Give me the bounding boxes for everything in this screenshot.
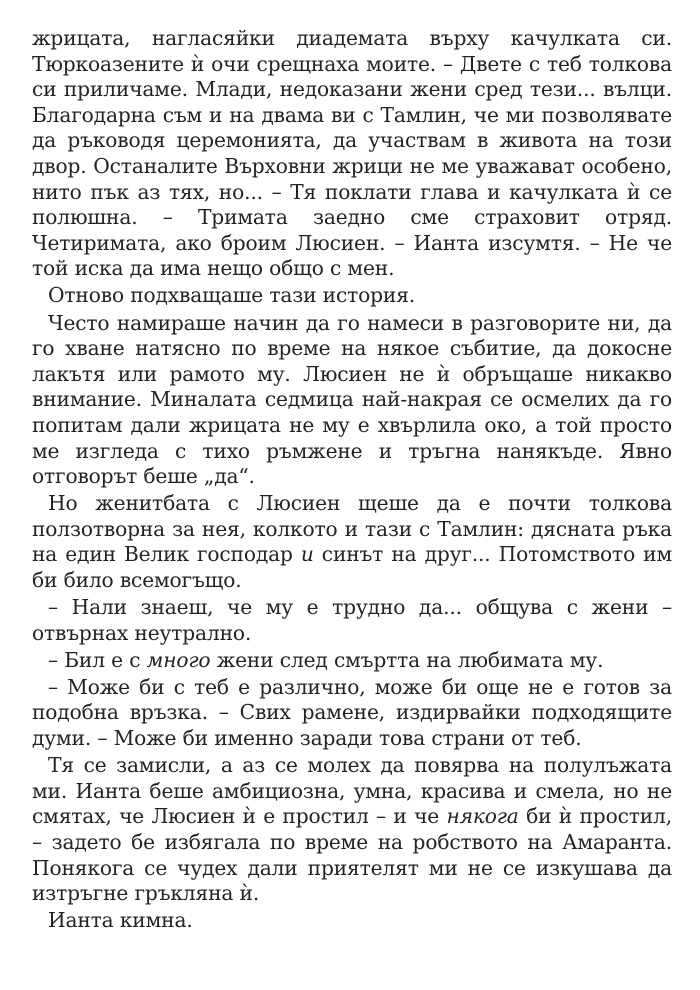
paragraph-text: – Бил е с	[48, 647, 147, 672]
paragraph	[32, 648, 672, 674]
paragraph-text: – Нали знаеш, че му е трудно да... общува с жени – отвърнах неутрално.	[32, 595, 672, 645]
paragraph	[32, 595, 672, 646]
paragraph-text: жрицата, нагласяйки диадемата върху качулката си. Тюркоазените ѝ очи срещнаха моите. – Двете с теб толкова си приличаме. Млади, недоказани жени сред тези... вълци. Благодарна съм и на двама ви с Тамлин, че ми позволявате да ръководя церемонията, да участвам в живота на този двор. Останалите Върховни жрици не ме уважават особено, нито пък аз тях, но... – Тя поклати глава и качулката ѝ се полюшна. – Тримата заедно сме страховит отряд. Четиримата, ако броим Люсиен. – Ианта изсумтя. – Не че той иска да има нещо общо с мен.	[32, 26, 672, 281]
paragraph-text: – Може би с теб е различно, може би още не е готов за подобна връзка. – Свих рамене, издирвайки подходящите думи. – Може би именно заради това страни от теб.	[32, 674, 672, 751]
paragraph-text: Отново подхващаше тази история.	[48, 283, 416, 308]
paragraph	[32, 311, 672, 490]
paragraph-text: Често намираше начин да го намеси в разговорите ни, да го хване натясно по време на някое събитие, да докосне лакътя или рамото му. Люсиен не ѝ обръщаше никакво внимание. Миналата седмица най-накрая се осмелих да го попитам дали жрицата не му е хвърлила око, а той просто ме изгледа с тихо ръмжене и тръгна нанякъде. Явно отговорът беше „да“.	[32, 310, 672, 489]
paragraph-text: жени след смъртта на любимата му.	[210, 647, 604, 672]
book-page	[32, 26, 672, 935]
paragraph-text: Ианта кимна.	[48, 908, 193, 933]
paragraph	[32, 753, 672, 907]
emphasis-text: някога	[446, 804, 519, 829]
paragraph	[32, 283, 672, 309]
paragraph	[32, 675, 672, 752]
paragraph-text: би ѝ простил, – задето бе избягала по време на робството на Амаранта. Понякога се чудех дали приятелят ми не се изкушава да изтръгне гръкляна ѝ.	[32, 804, 672, 906]
paragraph	[32, 491, 672, 593]
paragraph-text: синът на друг... Потомството им би било всемогъщо.	[32, 542, 672, 592]
emphasis-text: и	[300, 542, 314, 567]
paragraph-text: Тя се замисли, а аз се молех да повярва на полулъжата ми. Ианта беше амбициозна, умна, красива и смела, но не смятах, че Люсиен ѝ е простил – и че	[32, 753, 672, 829]
paragraph	[32, 26, 672, 282]
paragraph-text: Но женитбата с Люсиен щеше да е почти толкова ползотворна за нея, колкото и тази с Тамлин: дясната ръка на един Велик господар	[32, 491, 672, 567]
paragraph	[32, 908, 672, 934]
emphasis-text: много	[146, 647, 211, 672]
